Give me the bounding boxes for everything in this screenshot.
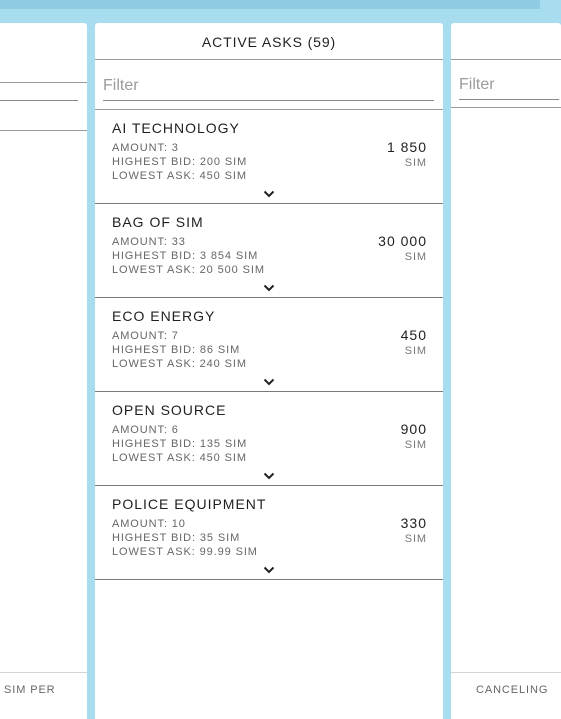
item-price: 1 850 — [386, 139, 427, 155]
item-amount: AMOUNT: 33 — [112, 236, 186, 248]
chevron-down-icon[interactable] — [263, 284, 275, 292]
item-name: OPEN SOURCE — [112, 402, 227, 418]
asks-list — [95, 110, 443, 580]
item-lowest-ask: LOWEST ASK: 450 SIM — [112, 452, 247, 464]
item-price: 30 000 — [378, 233, 427, 249]
item-amount: AMOUNT: 10 — [112, 518, 186, 530]
left-panel-divider — [0, 82, 87, 83]
item-price-unit: SIM — [404, 157, 427, 169]
chevron-down-icon[interactable] — [263, 378, 275, 386]
right-filter-input[interactable] — [459, 71, 559, 100]
item-highest-bid: HIGHEST BID: 35 SIM — [112, 532, 241, 544]
left-panel — [0, 23, 87, 719]
active-asks-panel — [95, 23, 443, 719]
panel-title: ACTIVE ASKS (59) — [95, 23, 443, 60]
item-highest-bid: HIGHEST BID: 3 854 SIM — [112, 250, 259, 262]
item-highest-bid: HIGHEST BID: 200 SIM — [112, 156, 248, 168]
left-filter-input[interactable] — [0, 100, 78, 101]
item-price-unit: SIM — [404, 345, 427, 357]
right-panel-divider — [451, 107, 561, 108]
item-name: POLICE EQUIPMENT — [112, 496, 267, 512]
list-item[interactable] — [95, 486, 443, 580]
left-footer-divider — [0, 672, 87, 673]
item-amount: AMOUNT: 7 — [112, 330, 179, 342]
filter-section — [95, 60, 443, 110]
right-footer-label: CANCELING — [476, 684, 549, 696]
right-panel-divider — [451, 59, 561, 60]
item-highest-bid: HIGHEST BID: 86 SIM — [112, 344, 241, 356]
filter-input[interactable] — [103, 72, 434, 101]
item-lowest-ask: LOWEST ASK: 240 SIM — [112, 358, 247, 370]
item-amount: AMOUNT: 3 — [112, 142, 179, 154]
item-price-unit: SIM — [404, 439, 427, 451]
right-panel — [451, 23, 561, 719]
item-price-unit: SIM — [404, 533, 427, 545]
item-name: ECO ENERGY — [112, 308, 216, 324]
item-amount: AMOUNT: 6 — [112, 424, 179, 436]
left-panel-divider — [0, 130, 87, 131]
list-item[interactable] — [95, 392, 443, 486]
item-price: 450 — [400, 327, 427, 343]
list-item[interactable] — [95, 298, 443, 392]
right-footer-divider — [451, 672, 561, 673]
list-item[interactable] — [95, 204, 443, 298]
item-lowest-ask: LOWEST ASK: 450 SIM — [112, 170, 247, 182]
item-name: AI TECHNOLOGY — [112, 120, 240, 136]
chevron-down-icon[interactable] — [263, 566, 275, 574]
item-lowest-ask: LOWEST ASK: 99.99 SIM — [112, 546, 258, 558]
item-lowest-ask: LOWEST ASK: 20 500 SIM — [112, 264, 265, 276]
left-footer-label: SIM PER — [4, 684, 56, 696]
item-price-unit: SIM — [404, 251, 427, 263]
item-highest-bid: HIGHEST BID: 135 SIM — [112, 438, 248, 450]
item-name: BAG OF SIM — [112, 214, 204, 230]
list-item[interactable] — [95, 110, 443, 204]
chevron-down-icon[interactable] — [263, 190, 275, 198]
item-price: 900 — [400, 421, 427, 437]
item-price: 330 — [400, 515, 427, 531]
top-border — [0, 0, 540, 9]
chevron-down-icon[interactable] — [263, 472, 275, 480]
